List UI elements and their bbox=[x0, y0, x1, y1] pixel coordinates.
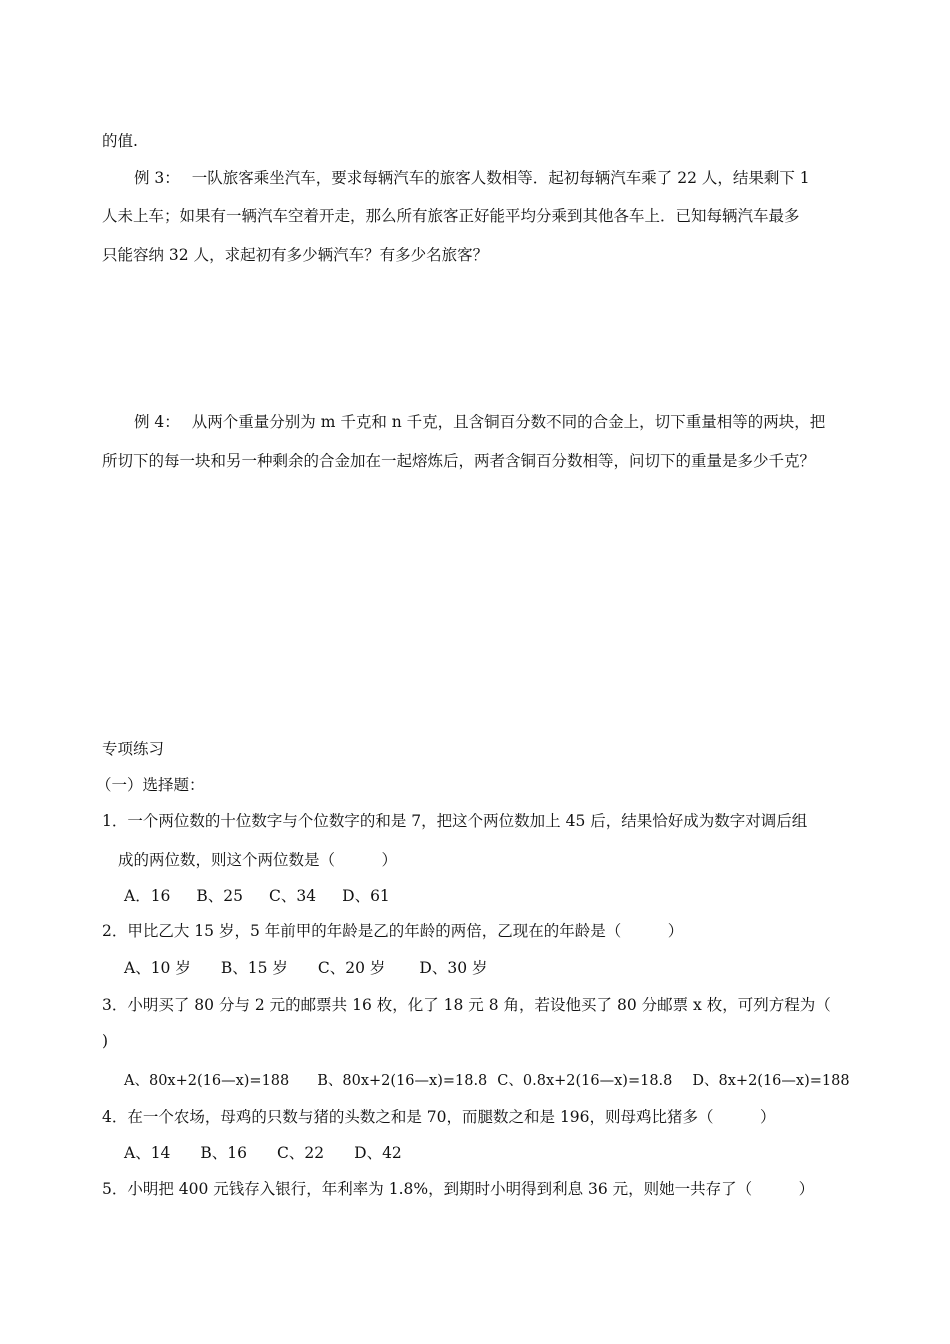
q1-option-c: C、34 bbox=[269, 887, 317, 905]
q2-option-c: C、20 岁 bbox=[317, 959, 386, 977]
question-2-options bbox=[124, 958, 870, 978]
question-4-options bbox=[124, 1143, 870, 1163]
q4-option-a: A、14 bbox=[124, 1144, 171, 1162]
q4-option-b: B、16 bbox=[200, 1144, 248, 1162]
q1-option-d: D、61 bbox=[342, 887, 390, 905]
example3-text-1: 一队旅客乘坐汽车，要求每辆汽车的旅客人数相等．起初每辆汽车乘了 22 人，结果剩下 1 bbox=[191, 169, 810, 187]
question-5-line1: 5．小明把 400 元钱存入银行，年利率为 1.8%，到期时小明得到利息 36 元，则她一共存了（ ） bbox=[102, 1180, 815, 1198]
question-3-options bbox=[124, 1071, 870, 1091]
q3-option-b: B、80x+2(16—x)=18.8 bbox=[317, 1073, 488, 1089]
q4-option-c: C、22 bbox=[277, 1144, 325, 1162]
question-1-line2: 成的两位数，则这个两位数是（ ） bbox=[118, 851, 398, 869]
section-title: 专项练习 bbox=[102, 740, 165, 758]
q2-option-a: A、10 岁 bbox=[124, 959, 191, 977]
example3-label: 例 3： bbox=[134, 169, 180, 187]
question-2-line1: 2．甲比乙大 15 岁，5 年前甲的年龄是乙的年龄的两倍，乙现在的年龄是（ ） bbox=[102, 922, 684, 940]
continuation-text: 的值. bbox=[102, 132, 138, 150]
example4-line2: 所切下的每一块和另一种剩余的合金加在一起熔炼后，两者含铜百分数相等，问切下的重量是多少千克？ bbox=[102, 452, 816, 470]
question-1-line1: 1．一个两位数的十位数字与个位数字的和是 7，把这个两位数加上 45 后，结果恰好成为数字对调后组 bbox=[102, 812, 808, 830]
question-3-line1: 3．小明买了 80 分与 2 元的邮票共 16 枚，化了 18 元 8 角，若设他买了 80 分邮票 x 枚，可列方程为（ bbox=[102, 996, 831, 1014]
q3-option-a: A、80x+2(16—x)=188 bbox=[124, 1073, 290, 1089]
q2-option-b: B、15 岁 bbox=[220, 959, 288, 977]
q1-option-a: A．16 bbox=[124, 887, 171, 905]
q4-option-d: D、42 bbox=[354, 1144, 402, 1162]
example4-line1 bbox=[134, 412, 870, 432]
question-3-line2: ) bbox=[102, 1032, 109, 1050]
example3-line1 bbox=[134, 168, 870, 188]
example4-label: 例 4： bbox=[134, 413, 180, 431]
q3-option-c: C、0.8x+2(16—x)=18.8 bbox=[497, 1073, 673, 1089]
example3-line3: 只能容纳 32 人，求起初有多少辆汽车？有多少名旅客？ bbox=[102, 246, 489, 264]
q3-option-d: D、8x+2(16—x)=188 bbox=[692, 1073, 850, 1089]
q2-option-d: D、30 岁 bbox=[419, 959, 488, 977]
example4-text-1: 从两个重量分别为 m 千克和 n 千克，且含铜百分数不同的合金上，切下重量相等的两块，把 bbox=[191, 413, 826, 431]
q1-option-b: B、25 bbox=[196, 887, 244, 905]
question-4-line1: 4．在一个农场，母鸡的只数与猪的头数之和是 70，而腿数之和是 196，则母鸡比猪多（ ） bbox=[102, 1108, 776, 1126]
example3-line2: 人未上车；如果有一辆汽车空着开走，那么所有旅客正好能平均分乘到其他各车上．已知每辆汽车最多 bbox=[102, 207, 800, 225]
subsection-title: （一）选择题： bbox=[96, 776, 205, 794]
question-1-options bbox=[124, 886, 870, 906]
